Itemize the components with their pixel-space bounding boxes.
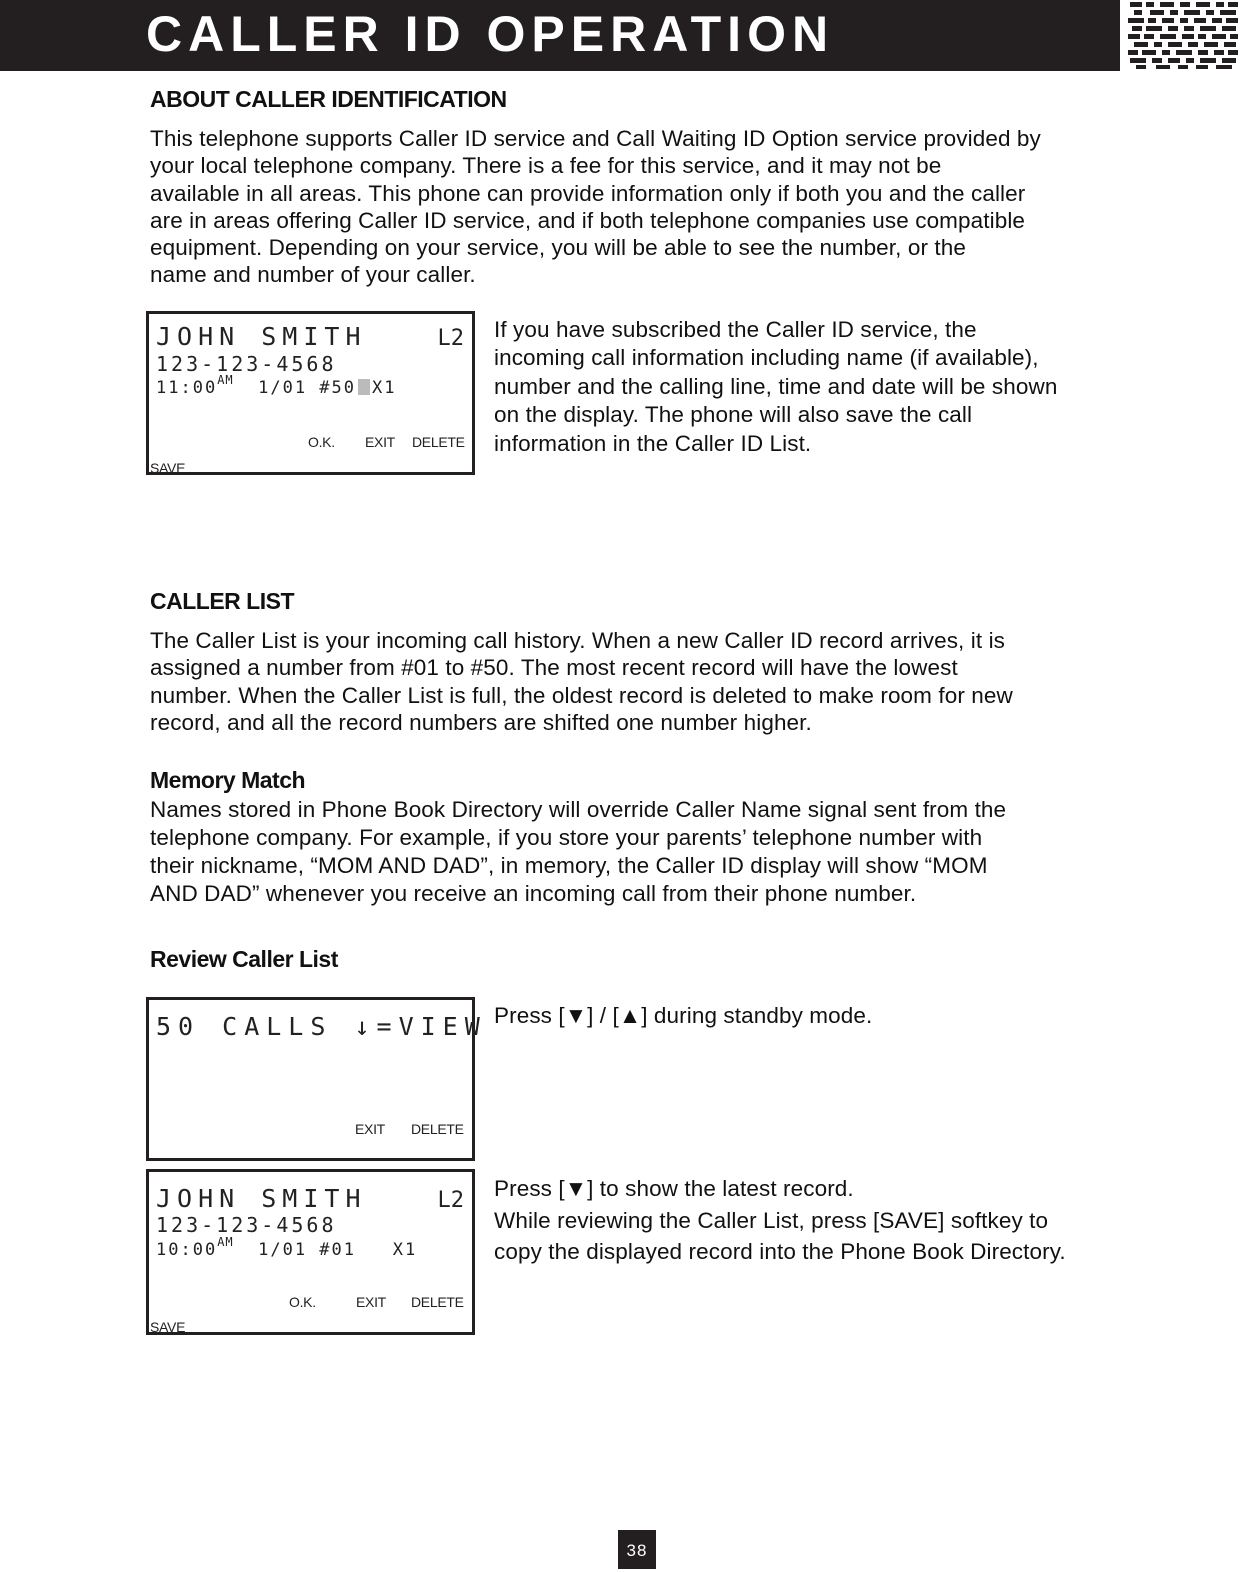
lcd-latest-record-display [146,1169,475,1335]
lcd-line-indicator: L2 [437,326,464,351]
lcd-caller-number: 123-123-4568 [156,352,337,376]
save-softkey[interactable]: SAVE [150,1319,186,1335]
paragraph-line: This telephone supports Caller ID service and Call Waiting ID Option service provided by [150,126,1041,151]
paragraph-line: While reviewing the Caller List, press [SAVE] softkey to [494,1207,1049,1233]
lcd-date-record: 1/01 #50 [258,378,357,398]
paragraph-line: Press [▼] / [▲] during standby mode. [494,1003,873,1028]
exit-softkey[interactable]: EXIT [356,1294,386,1310]
lcd-caller-number: 123-123-4568 [156,1213,337,1237]
lcd-call-count: X1 [372,378,397,398]
ok-softkey[interactable]: O.K. [289,1294,316,1310]
paragraph-line: AND DAD” whenever you receive an incoming call from their phone number. [150,881,917,906]
paragraph-line: are in areas offering Caller ID service, and if both telephone companies use compatible [150,207,1026,233]
about-heading: ABOUT CALLER IDENTIFICATION [150,86,507,112]
lcd-calls-summary-display [146,997,487,1161]
paragraph-line: The Caller List is your incoming call history. When a new Caller ID record arrives, it is [150,628,1006,653]
lcd-line-indicator: L2 [437,1188,464,1213]
lcd-calls-summary-text: 50 CALLS ↓=VIEW [156,1012,487,1041]
paragraph-line: your local telephone company. There is a fee for this service, and it may not be [150,153,942,179]
paragraph-line: incoming call information including name (if available), [494,345,1039,371]
lcd-ampm: AM [217,1235,234,1249]
about-side-paragraph [494,316,1057,458]
lcd-ampm: AM [217,373,234,387]
about-paragraph [150,125,1041,289]
memory-match-heading: Memory Match [150,767,306,793]
paragraph-line: on the display. The phone will also save the call [494,402,973,428]
paragraph-line: assigned a number from #01 to #50. The most recent record will have the lowest [150,655,958,681]
lcd-time-date-row [156,1235,418,1260]
paragraph-line: copy the displayed record into the Phone Book Directory. [494,1239,1066,1264]
lcd-caller-name: JOHN SMITH [156,1184,367,1213]
paragraph-line: Names stored in Phone Book Directory will override Caller Name signal sent from the [150,797,1007,822]
paragraph-line: number and the calling line, time and date will be shown [494,373,1058,399]
caller-list-paragraph [150,627,1013,736]
exit-softkey[interactable]: EXIT [365,434,395,450]
lcd-incoming-call-display [146,311,475,475]
caller-list-heading: CALLER LIST [150,588,294,614]
paragraph-line: Press [▼] to show the latest record. [494,1176,854,1201]
paragraph-line: record, and all the record numbers are shifted one number higher. [150,709,812,735]
exit-softkey[interactable]: EXIT [355,1121,385,1137]
lcd-caller-name: JOHN SMITH [156,322,367,351]
page-title: CALLER ID OPERATION [146,6,835,62]
paragraph-line: information in the Caller ID List. [494,430,812,456]
lcd-time: 10:00 [156,1240,218,1260]
review-step1-text [494,1002,872,1029]
ok-softkey[interactable]: O.K. [308,434,335,450]
lcd-time: 11:00 [156,378,218,398]
review-heading: Review Caller List [150,946,338,972]
lcd-time-date-row [156,373,397,398]
paragraph-line: available in all areas. This phone can provide information only if both you and the caller [150,180,1026,206]
delete-softkey[interactable]: DELETE [412,434,465,450]
page-number: 38 [618,1530,656,1569]
new-call-icon [358,379,370,395]
paragraph-line: their nickname, “MOM AND DAD”, in memory, the Caller ID display will show “MOM [150,853,988,878]
header-pattern-graphic [1126,0,1240,71]
lcd-call-count: X1 [392,1240,418,1260]
paragraph-line: number. When the Caller List is full, the oldest record is deleted to make room for new [150,682,1013,708]
memory-match-paragraph [150,796,1006,908]
paragraph-line: equipment. Depending on your service, you will be able to see the number, or the [150,235,966,261]
paragraph-line: If you have subscribed the Caller ID service, the [494,317,977,342]
paragraph-line: name and number of your caller. [150,262,476,288]
lcd-date-record: 1/01 #01 [258,1240,357,1260]
delete-softkey[interactable]: DELETE [411,1121,464,1137]
delete-softkey[interactable]: DELETE [411,1294,464,1310]
save-softkey[interactable]: SAVE [150,460,186,476]
review-step2-text [494,1173,1066,1268]
paragraph-line: telephone company. For example, if you store your parents’ telephone number with [150,825,983,850]
